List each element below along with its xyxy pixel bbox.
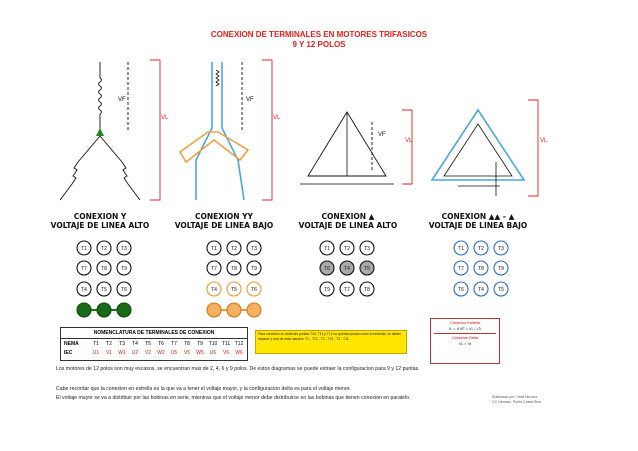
vl-label-1: VL [161, 115, 169, 121]
terminal-label: T5 [498, 287, 504, 293]
nema-row [61, 340, 247, 349]
terminal-label: T7 [211, 266, 217, 272]
iec-cell: W1 [118, 350, 126, 356]
terminal-label: T5 [101, 287, 107, 293]
terminal-label: T4 [81, 287, 87, 293]
iec-cell: U2 [131, 350, 139, 356]
formula-delta-title: Conexion Delta [452, 336, 478, 340]
nema-cell: T2 [106, 341, 112, 347]
iec-cell: U5 [170, 350, 178, 356]
terminal-t12 [117, 303, 131, 317]
terminal-label: T4 [344, 266, 350, 272]
nema-cell: T4 [132, 341, 138, 347]
caption-delta-delta-line2: VOLTAJE DE LINEA BAJO [428, 221, 528, 230]
iec-cell: U6 [209, 350, 217, 356]
terminal-label: T4 [211, 287, 217, 293]
footer-text-3: El voltaje mayor se va a distribuir por las bobinas en serie, mientras que el voltaje menor debe distribuirce en las bobinas que tienen conexion en paralelo. [56, 395, 411, 401]
terminal-label: T7 [458, 266, 464, 272]
iec-cell: U1 [92, 350, 100, 356]
terminal-label: T2 [231, 246, 237, 252]
iec-label: IEC [64, 350, 73, 356]
iec-cell: W5 [196, 350, 204, 356]
terminal-t10 [77, 303, 91, 317]
vl-label-2: VL [273, 115, 281, 121]
vl-label-4: VL [540, 138, 548, 144]
iec-cell: V6 [222, 350, 230, 356]
caption-yy-line1: CONEXION YY [195, 212, 253, 221]
iec-cell: W6 [235, 350, 243, 356]
terminal-label: T3 [121, 246, 127, 252]
nomenclature-header: NOMENCLATURA DE TERMINALES DE CONEXION [61, 328, 247, 339]
formula-delta-eq: VL = Vf [458, 342, 472, 346]
caption-delta-delta-line1: CONEXION ▲▲ - ▲ [441, 212, 515, 221]
terminal-label: T2 [344, 246, 350, 252]
iec-cell: V2 [144, 350, 152, 356]
terminal-label: T3 [498, 246, 504, 252]
credit [492, 395, 562, 405]
terminal-label: T3 [364, 246, 370, 252]
caption-y-line2: VOLTAJE DE LINEA ALTO [50, 221, 150, 230]
nema-cell: T3 [119, 341, 125, 347]
formula-box [430, 318, 500, 364]
nema-cell: T10 [208, 341, 218, 347]
terminal-t11 [227, 303, 241, 317]
credit-line2: CC Hernani. Pueto Costa Rica [492, 400, 541, 404]
terminal-label: T1 [81, 246, 87, 252]
nema-cell: T9 [197, 341, 203, 347]
terminal-label: T7 [81, 266, 87, 272]
nomenclature-table [60, 327, 248, 361]
terminal-label: T1 [324, 246, 330, 252]
terminal-label: T6 [121, 287, 127, 293]
terminal-label: T8 [101, 266, 107, 272]
iec-cell: W2 [157, 350, 165, 356]
terminal-t10 [207, 303, 221, 317]
terminal-label: T2 [478, 246, 484, 252]
terminal-t11 [97, 303, 111, 317]
nema-cell: T7 [171, 341, 177, 347]
vf-label-1: VF [118, 97, 126, 103]
terminal-label: T9 [121, 266, 127, 272]
terminal-label: T8 [231, 266, 237, 272]
footer-text-2: Cabe recordar que la conexion en estrella es la que va a tener el voltaje mayor, y la configuracion delta es para el voltaje menor. [56, 386, 351, 392]
terminal-label: T8 [478, 266, 484, 272]
credit-line1: Elaborado por: Yesli Herrera [492, 395, 538, 399]
formula-star-eq: IL = If VF = VL / √3 [449, 327, 481, 331]
nema-cell: T11 [221, 341, 231, 347]
terminal-label: T6 [251, 287, 257, 293]
iec-row [61, 349, 247, 358]
delta-note: Para conexion en delta las puntas T10, T11 y T12 no quedan juntas como en estrella, se deben separar y unir de esta manera: T1 - T12 , T2 - T10 , T3 - T11 . [255, 330, 407, 354]
terminal-label: T7 [344, 287, 350, 293]
vl-label-3: VL [405, 138, 413, 144]
nema-cell: T12 [234, 341, 244, 347]
iec-cell: V1 [105, 350, 113, 356]
nema-label: NEMA [64, 341, 79, 347]
terminal-label: T9 [324, 287, 330, 293]
terminal-label: T2 [101, 246, 107, 252]
terminal-label: T9 [498, 266, 504, 272]
nema-cell: T1 [93, 341, 99, 347]
nema-cell: T6 [158, 341, 164, 347]
terminal-label: T9 [251, 266, 257, 272]
terminal-label: T6 [324, 266, 330, 272]
page-title: CONEXION DE TERMINALES EN MOTORES TRIFASICOS [210, 30, 428, 39]
vf-label-3: VF [378, 132, 386, 138]
caption-delta-line1: CONEXION ▲ [321, 212, 375, 221]
caption-delta-line2: VOLTAJE DE LINEA ALTO [298, 221, 398, 230]
caption-y-line1: CONEXION Y [73, 212, 127, 221]
terminal-label: T3 [251, 246, 257, 252]
terminal-label: T5 [231, 287, 237, 293]
terminal-t12 [247, 303, 261, 317]
terminal-label: T4 [478, 287, 484, 293]
footer-text-1: Los motores de 12 polos son muy escasos, se encuentran mas de 2, 4, 6 y 9 polos. De estos diagramas se puede extraer la configuracion para 9 y 12 puntas. [56, 366, 420, 372]
terminal-label: T1 [458, 246, 464, 252]
terminal-label: T8 [364, 287, 370, 293]
nema-cell: T8 [184, 341, 190, 347]
iec-cell: V5 [183, 350, 191, 356]
vf-label-2: VF [246, 97, 254, 103]
nema-cell: T5 [145, 341, 151, 347]
caption-yy-line2: VOLTAJE DE LINEA BAJO [174, 221, 274, 230]
terminal-label: T5 [364, 266, 370, 272]
terminal-label: T1 [211, 246, 217, 252]
terminal-label: T6 [458, 287, 464, 293]
formula-star-title: Conexion Estrella [450, 321, 480, 325]
page-subtitle: 9 Y 12 POLOS [292, 40, 346, 49]
